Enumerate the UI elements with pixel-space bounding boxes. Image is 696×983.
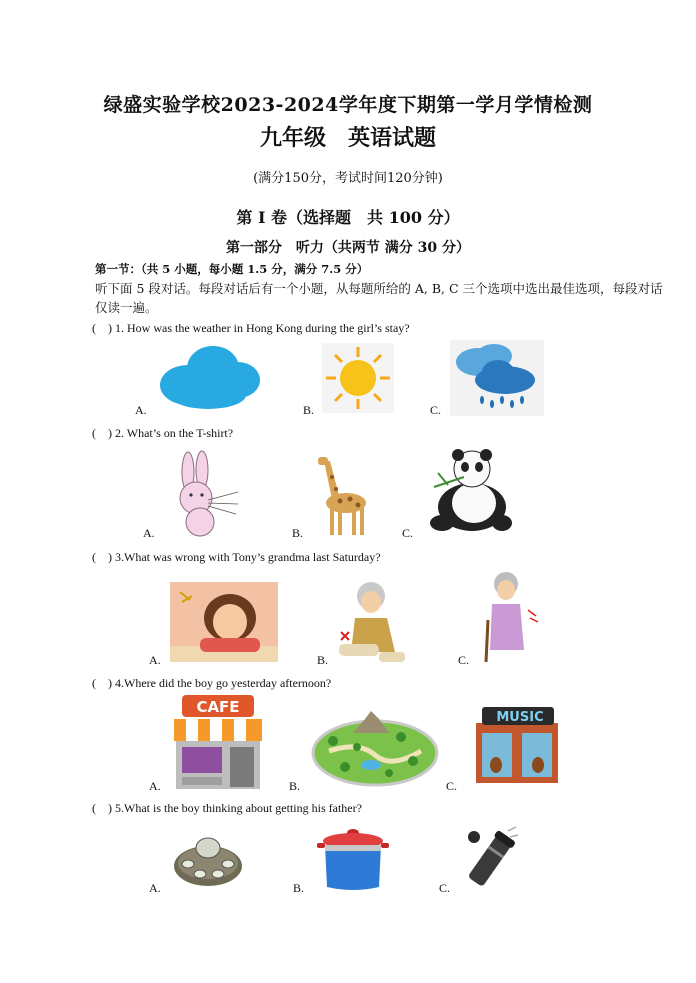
backache-grandma-icon bbox=[478, 570, 544, 665]
question-3: ( ) 3.What was wrong with Tony’s grandma last Saturday? bbox=[92, 550, 381, 564]
q4-option-c: C. bbox=[446, 779, 458, 793]
tea-set-icon bbox=[172, 826, 244, 888]
music-store-icon bbox=[472, 705, 562, 785]
q2-option-c: C. bbox=[402, 526, 414, 540]
q5-option-a: A. bbox=[149, 881, 161, 895]
cafe-sign: CAFE bbox=[196, 698, 240, 716]
sun-icon bbox=[322, 343, 394, 413]
knee-pain-grandma-icon bbox=[333, 578, 411, 666]
q1-option-a: A. bbox=[135, 403, 147, 417]
q4-option-a: A. bbox=[149, 779, 161, 793]
question-5: ( ) 5.What is the boy thinking about getting his father? bbox=[92, 801, 362, 815]
q3-option-a: A. bbox=[149, 653, 161, 667]
question-4: ( ) 4.Where did the boy go yesterday afternoon? bbox=[92, 676, 332, 690]
exam-title: 九年级 英语试题 bbox=[259, 125, 436, 151]
q2-option-a: A. bbox=[143, 526, 155, 540]
instructions: 听下面 5 段对话。每段对话后有一个小题，从每题所给的 A, B, C 三个选项中选出最佳选项，每段对话仅读一遍。 bbox=[95, 281, 663, 315]
rabbit-icon bbox=[160, 450, 242, 538]
cafe-icon bbox=[172, 693, 264, 791]
question-2: ( ) 2. What’s on the T-shirt? bbox=[92, 426, 234, 440]
q4-option-b: B. bbox=[289, 779, 301, 793]
q1-option-c: C. bbox=[430, 403, 442, 417]
q1-option-b: B. bbox=[303, 403, 315, 417]
headache-woman-icon bbox=[170, 582, 278, 662]
park-icon bbox=[309, 711, 441, 789]
thermos-icon bbox=[460, 825, 522, 893]
question-1: ( ) 1. How was the weather in Hong Kong during the girl’s stay? bbox=[92, 321, 410, 335]
q5-option-c: C. bbox=[439, 881, 451, 895]
q3-option-c: C. bbox=[458, 653, 470, 667]
cloud-icon bbox=[158, 340, 262, 412]
volume-title: 第 I 卷（选择题 共 100 分） bbox=[236, 208, 460, 227]
q5-option-b: B. bbox=[293, 881, 305, 895]
school-title: 绿盛实验学校2023-2024学年度下期第一学月学情检测 bbox=[103, 94, 593, 116]
q2-option-b: B. bbox=[292, 526, 304, 540]
node-title: 第一节：（共 5 小题，每小题 1.5 分，满分 7.5 分） bbox=[95, 262, 369, 276]
panda-icon bbox=[424, 447, 512, 533]
q3-option-b: B. bbox=[317, 653, 329, 667]
rain-cloud-icon bbox=[450, 340, 544, 416]
giraffe-icon bbox=[310, 447, 372, 537]
music-sign: MUSIC bbox=[496, 710, 544, 725]
exam-note: (满分150分，考试时间120分钟) bbox=[253, 171, 443, 186]
part-title: 第一部分 听力（共两节 满分 30 分） bbox=[225, 240, 471, 256]
cooking-pot-icon bbox=[315, 827, 391, 893]
